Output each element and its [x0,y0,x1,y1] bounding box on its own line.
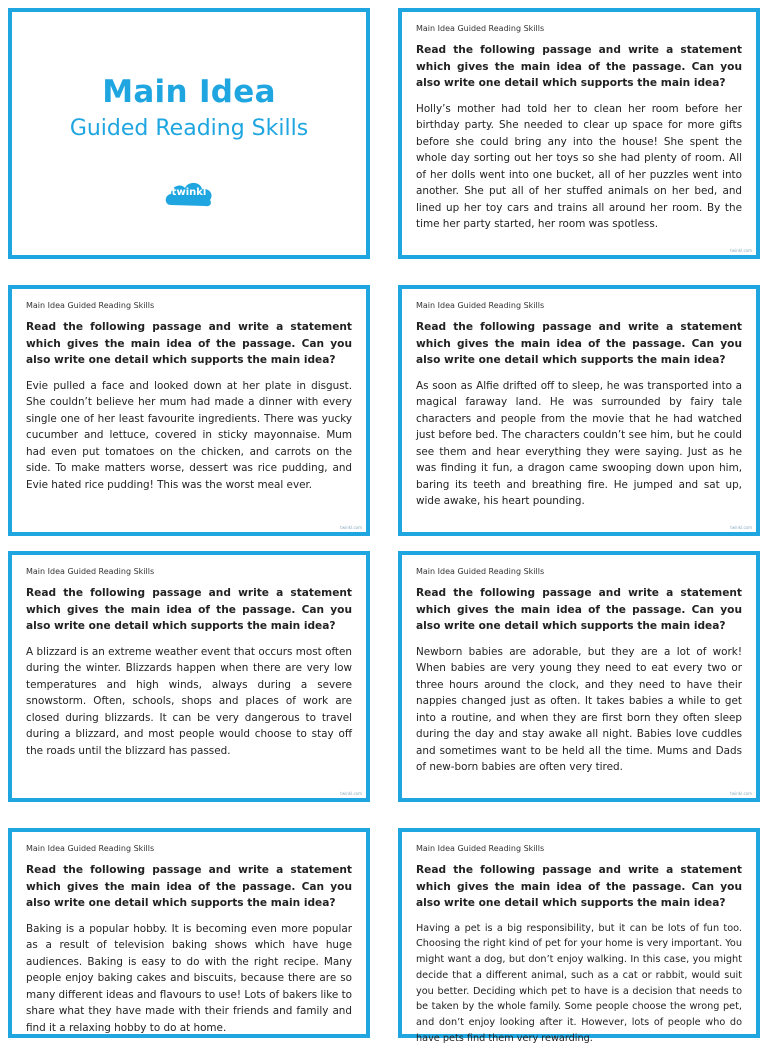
cover-title: Main Idea [102,74,276,110]
passage-text: Holly’s mother had told her to clean her room before her birthday party. She needed to clear up space for more gifts before she could bring any into the house! She spent the whole day sorting out her toys so she had plenty of room. All of her dolls went into one bucket, all of her puzzles went into another. She put all of her stuffed animals on her bed, and lined up her toy cars and trains all around her room. By the time her party started, her room was spotless. [416,102,742,230]
passage-text: Newborn babies are adorable, but they are a lot of work! When babies are very young they need to eat every two or three hours around the clock, and they need to have their nappies changed just as often. It takes babies a while to get into a routine, and when they are first born they often sleep during the day and stay awake all night. Babies love cuddles and sometimes want to be held all the time. Mums and Dads of new-born babies are often very tired. [416,645,742,773]
card-footer: twinkl.com [730,791,752,796]
passage-card [8,285,370,536]
passage-text: Having a pet is a big responsibility, but it can be lots of fun too. Choosing the right kind of pet for your home is very important. You might want a dog, but don’t enjoy walking. In this case, you might decide that a different animal, such as a cat or rabbit, would suit you better. Deciding which pet to have is a decision that needs to be taken by the whole family. Some people choose the wrong pet, and don’t enjoy looking after it. However, lots of people who do have pets find them very rewarding. [416,922,742,1045]
cover-subtitle: Guided Reading Skills [69,116,309,141]
instruction-text: Read the following passage and write a statement which gives the main idea of the passage. Can you also write one detail which supports the main idea? [26,321,352,366]
passage-card [398,285,760,536]
passage-card [398,551,760,802]
passage-text: As soon as Alfie drifted off to sleep, he was transported into a magical faraway land. He was surrounded by fairy tale characters and people from the movie that he had watched just before bed. The characters couldn’t see him, but he could see them and hear everything they were saying. Just as he was finding it fun, a dragon came swooping down upon him, baring its teeth and breathing fire. He jumped and sat up, wide awake, his heart pounding. [416,379,742,507]
instruction-text: Read the following passage and write a statement which gives the main idea of the passage. Can you also write one detail which supports the main idea? [416,587,742,632]
passage-text: A blizzard is an extreme weather event that occurs most often during the winter. Blizzards happen when there are very low temperatures and high winds, always during a severe snowstorm. Often, schools, shops and places of work are closed during blizzards. It can be very dangerous to travel during a blizzard, and most people would choose to stay off the roads until the blizzard has passed. [26,645,352,757]
passage-card [398,8,760,259]
passage-text: Evie pulled a face and looked down at her plate in disgust. She couldn’t believe her mum had made a dinner with every single one of her least favourite ingredients. There was yucky cucumber and lettuce, covered in sticky mayonnaise. Mum had even put tomatoes on the chicken, and carrots on the side. To make matters worse, dessert was rice pudding, and Evie hated rice pudding! This was the worst meal ever. [26,379,352,491]
passage-card [8,551,370,802]
card-title: Main Idea Guided Reading Skills [26,567,155,576]
card-title: Main Idea Guided Reading Skills [416,24,545,33]
card-title: Main Idea Guided Reading Skills [26,301,155,310]
card-title: Main Idea Guided Reading Skills [416,844,545,853]
logo-text: twinkl [171,187,207,198]
card-footer: twinkl.com [730,525,752,530]
passage-card [398,828,760,1045]
passage-card [8,828,370,1038]
cover-card [8,8,370,259]
instruction-text: Read the following passage and write a statement which gives the main idea of the passage. Can you also write one detail which supports the main idea? [416,321,742,366]
card-footer: twinkl.com [340,525,362,530]
card-footer: twinkl.com [340,791,362,796]
instruction-text: Read the following passage and write a statement which gives the main idea of the passage. Can you also write one detail which supports the main idea? [26,864,352,909]
twinkl-logo [163,179,215,209]
card-title: Main Idea Guided Reading Skills [26,844,155,853]
instruction-text: Read the following passage and write a statement which gives the main idea of the passage. Can you also write one detail which supports the main idea? [416,44,742,89]
instruction-text: Read the following passage and write a statement which gives the main idea of the passage. Can you also write one detail which supports the main idea? [26,587,352,632]
card-footer: twinkl.com [730,248,752,253]
passage-text: Baking is a popular hobby. It is becoming even more popular as a result of television baking shows which have huge audiences. Baking is easy to do with the right recipe. Many people enjoy baking cakes and biscuits, because there are so many different ideas and flavours to use! Lots of bakers like to share what they have made with their friends and family and find it a relaxing hobby to do at home. [26,922,352,1034]
card-title: Main Idea Guided Reading Skills [416,301,545,310]
instruction-text: Read the following passage and write a statement which gives the main idea of the passage. Can you also write one detail which supports the main idea? [416,864,742,909]
card-title: Main Idea Guided Reading Skills [416,567,545,576]
